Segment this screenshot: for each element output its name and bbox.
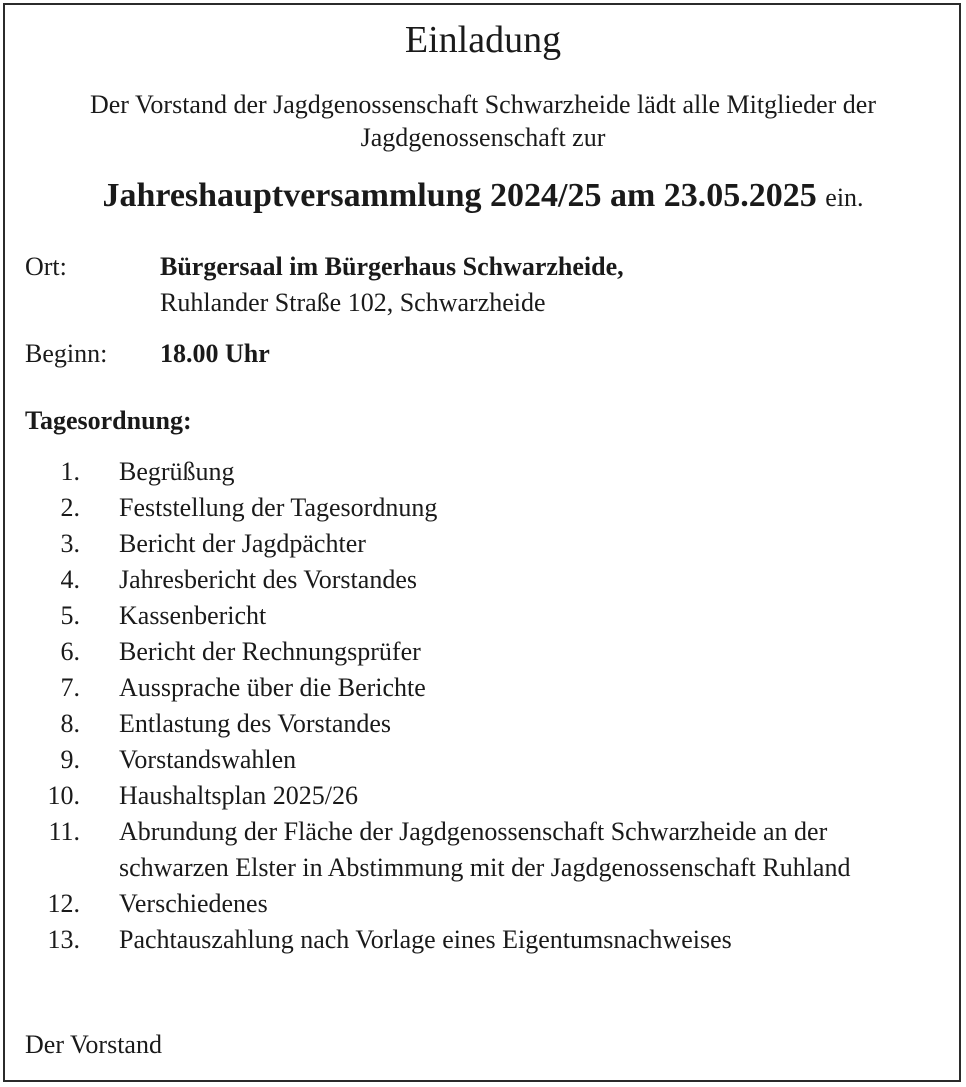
agenda-item-text: Vorstandswahlen (119, 745, 297, 774)
agenda-item-text: Kassenbericht (119, 601, 267, 630)
agenda-item-number: 11. (48, 817, 80, 846)
location-label: Ort: (25, 252, 67, 281)
agenda-item-text: Haushaltsplan 2025/26 (119, 781, 359, 810)
location-venue: Bürgersaal im Bürgerhaus Schwarzheide, (160, 252, 624, 281)
agenda-item-number: 7. (60, 673, 80, 702)
agenda-item (0, 562, 966, 598)
notice-title: Einladung (404, 19, 562, 61)
agenda-item (0, 778, 966, 814)
agenda-list (0, 454, 966, 958)
agenda-item-number: 3. (60, 529, 80, 558)
agenda-item (0, 886, 966, 922)
start-label: Beginn: (25, 339, 108, 368)
agenda-item-number: 1. (60, 457, 80, 486)
agenda-item (0, 922, 966, 958)
agenda-item-text: Abrundung der Fläche der Jagdgenossenschaft Schwarzheide an der schwarzen Elster in Abstimmung mit der Jagdgenossenschaft Ruhland (119, 817, 851, 882)
agenda-item (0, 670, 966, 706)
meeting-headline (0, 174, 966, 220)
agenda-item-text: Pachtauszahlung nach Vorlage eines Eigentumsnachweises (119, 925, 732, 954)
agenda-item (0, 454, 966, 490)
agenda-item-number: 13. (47, 925, 80, 954)
closing-signature: Der Vorstand (25, 1030, 162, 1059)
agenda-item-text: Verschiedenes (119, 889, 268, 918)
agenda-item-number: 2. (60, 493, 80, 522)
agenda-item (0, 742, 966, 778)
agenda-item-number: 6. (60, 637, 80, 666)
agenda-item-text: Aussprache über die Berichte (119, 673, 426, 702)
agenda-item-number: 4. (60, 565, 80, 594)
agenda-item (0, 706, 966, 742)
intro-text-body: Der Vorstand der Jagdgenossenschaft Schwarzheide lädt alle Mitglieder der Jagdgenossenschaft zur (89, 90, 876, 152)
agenda-item-number: 10. (47, 781, 80, 810)
meeting-headline-main: Jahreshauptversammlung 2024/25 am 23.05.2025 (102, 177, 817, 214)
agenda-item-number: 12. (47, 889, 80, 918)
agenda-item (0, 526, 966, 562)
agenda-item-number: 5. (60, 601, 80, 630)
agenda-item (0, 634, 966, 670)
agenda-item (0, 598, 966, 634)
agenda-title: Tagesordnung: (25, 406, 192, 435)
start-time: 18.00 Uhr (160, 339, 270, 368)
agenda-item-text: Bericht der Rechnungsprüfer (119, 637, 421, 666)
agenda-item-text: Begrüßung (119, 457, 235, 486)
agenda-item (0, 814, 966, 886)
meeting-headline-suffix: ein. (825, 183, 864, 212)
agenda-item-text: Feststellung der Tagesordnung (119, 493, 438, 522)
agenda-item (0, 490, 966, 526)
location-address: Ruhlander Straße 102, Schwarzheide (160, 288, 546, 317)
agenda-item-text: Entlastung des Vorstandes (119, 709, 392, 738)
agenda-item-number: 9. (60, 745, 80, 774)
intro-text (0, 88, 966, 154)
agenda-item-text: Bericht der Jagdpächter (119, 529, 366, 558)
agenda-item-text: Jahresbericht des Vorstandes (119, 565, 417, 594)
agenda-item-number: 8. (60, 709, 80, 738)
